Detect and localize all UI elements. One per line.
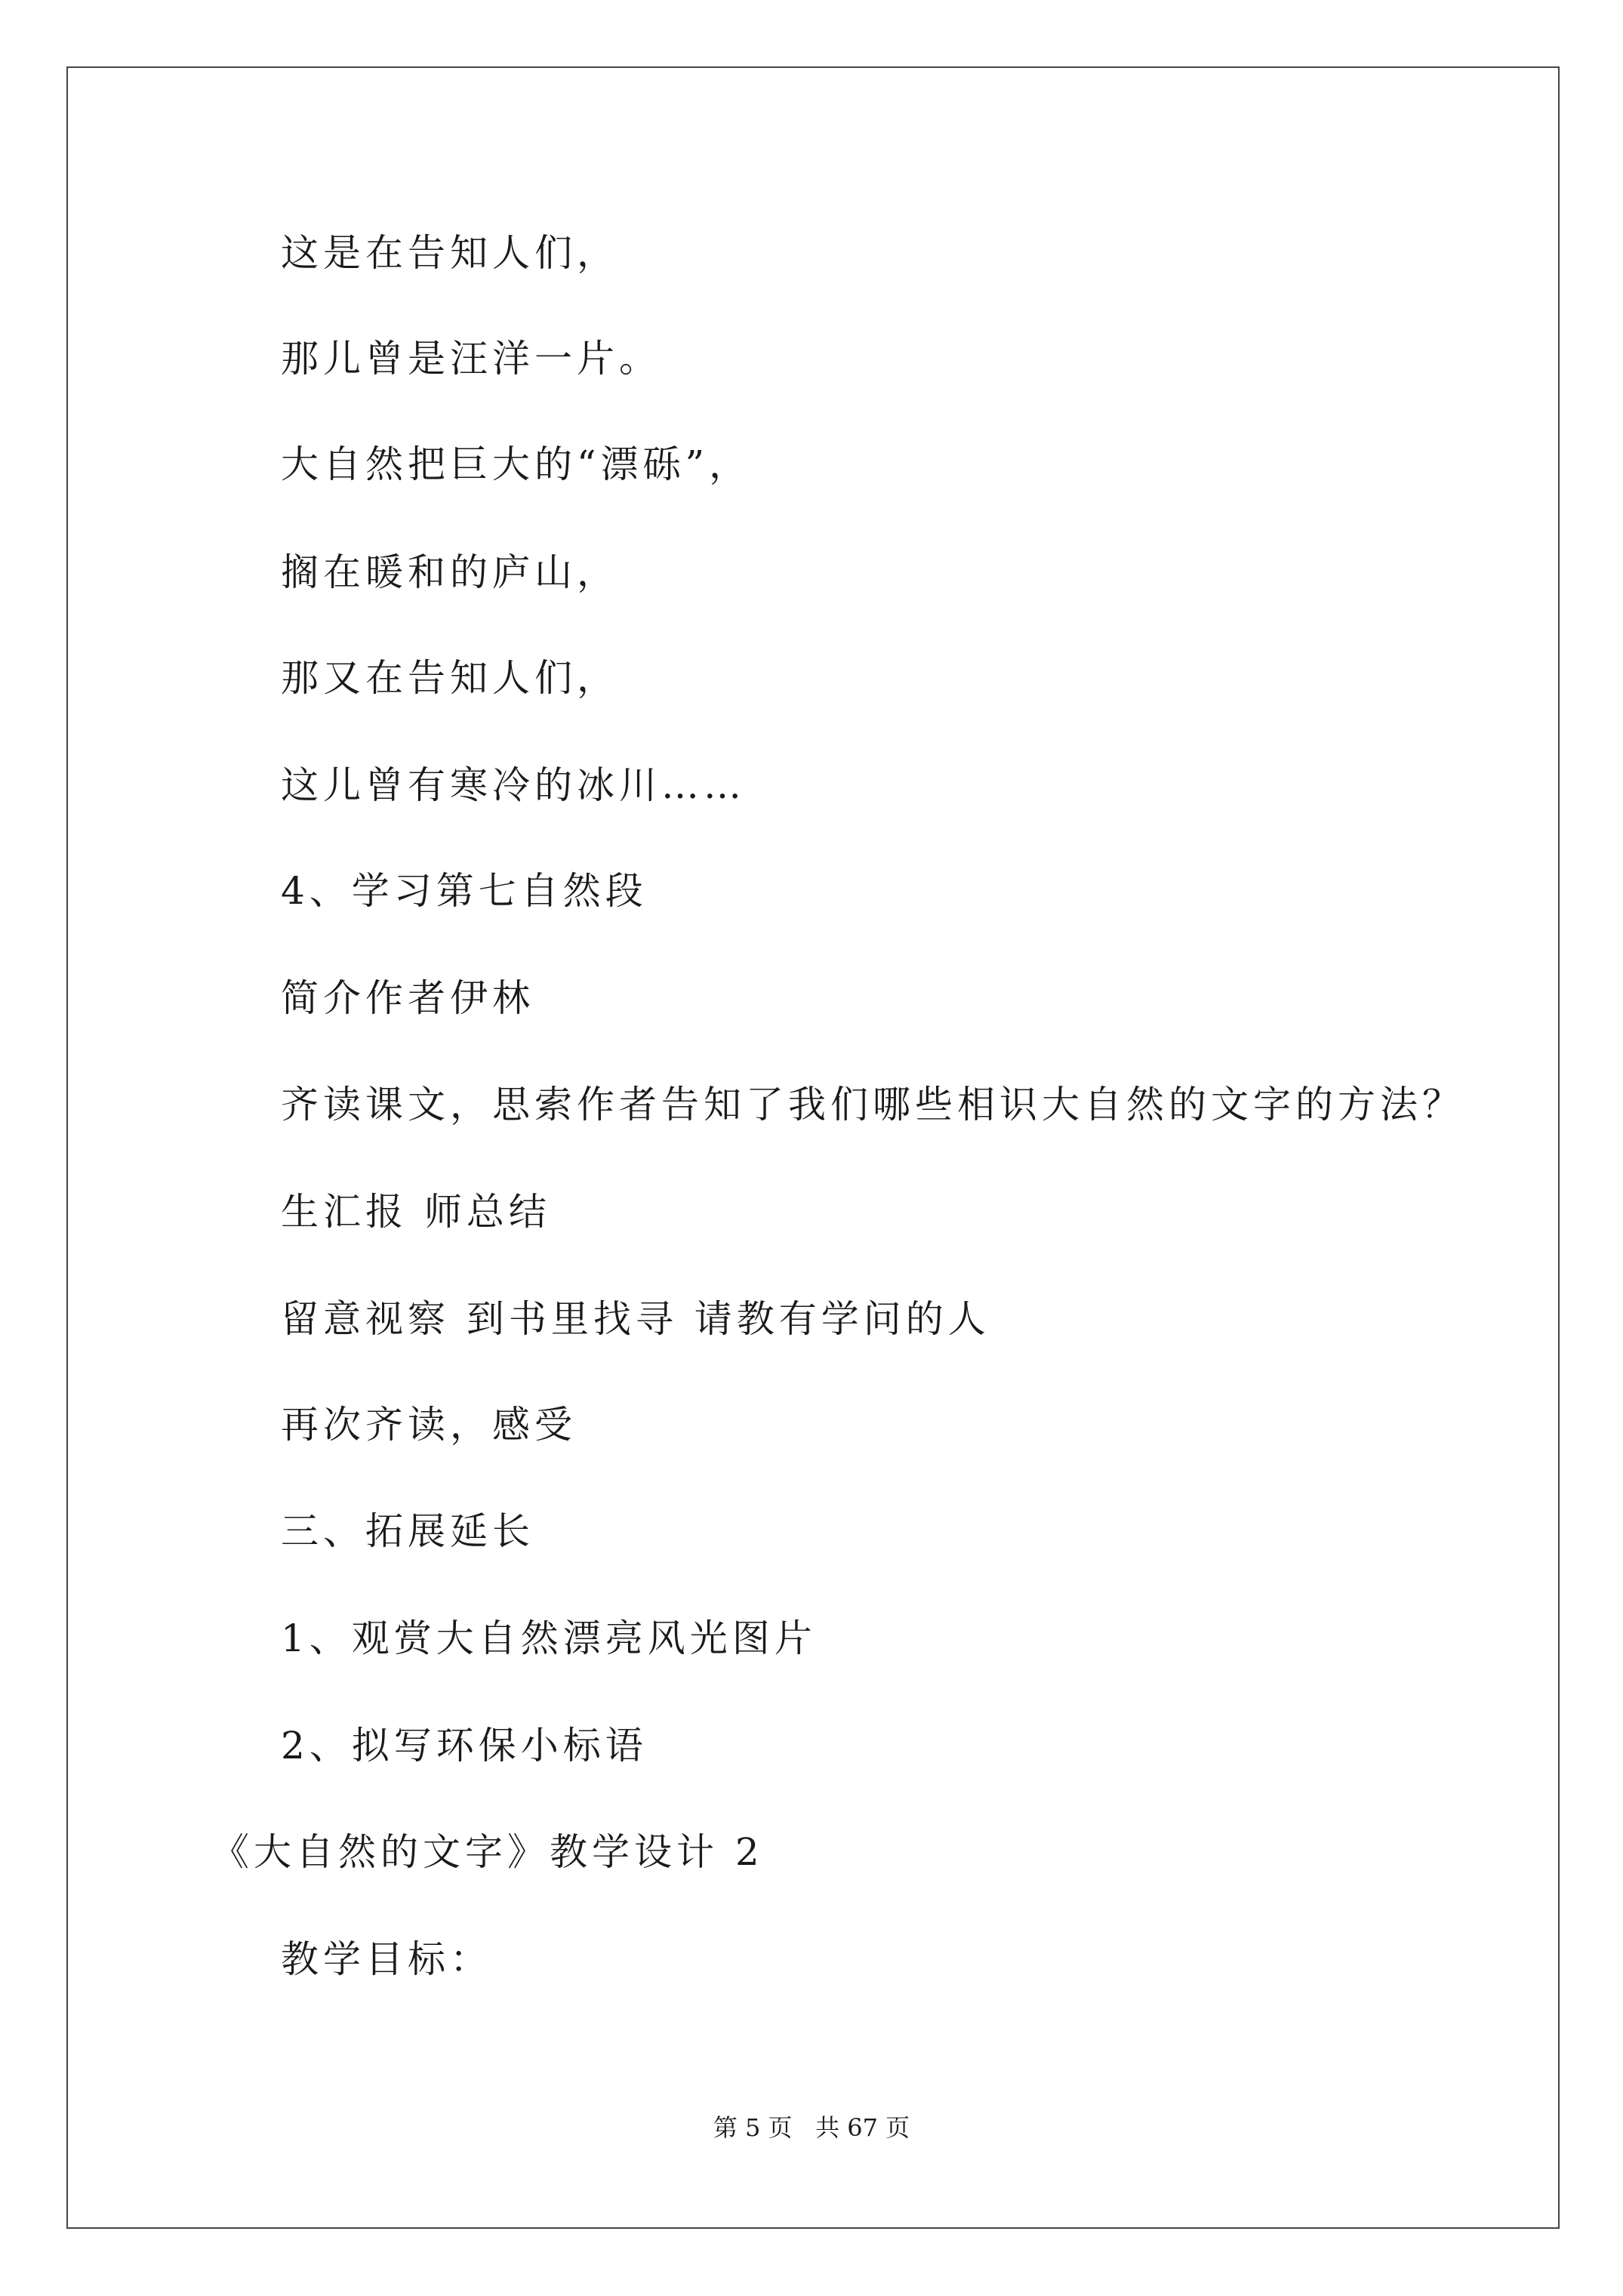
body-line: 那又在告知人们，: [281, 656, 619, 700]
body-line: 生汇报 师总结: [281, 1190, 551, 1234]
body-line: 再次齐读，感受: [281, 1403, 577, 1447]
body-line: 这是在告知人们，: [281, 231, 619, 275]
body-line: 4、学习第七自然段: [281, 869, 648, 913]
body-line: 这儿曾有寒冷的冰川……: [281, 763, 746, 807]
body-line: 齐读课文，思索作者告知了我们哪些相识大自然的文字的方法？: [281, 1083, 1464, 1126]
document-title: 《大自然的文字》教学设计 2: [211, 1830, 764, 1874]
body-line: 1、观赏大自然漂亮风光图片: [281, 1616, 817, 1660]
body-line: 简介作者伊林: [281, 976, 534, 1020]
body-line: 教学目标：: [281, 1937, 492, 1981]
section-heading: 三、拓展延长: [281, 1509, 534, 1553]
body-line: 大自然把巨大的“漂砾”，: [281, 442, 752, 486]
body-line: 留意视察 到书里找寻 请教有学问的人: [281, 1297, 990, 1341]
body-line: 2、拟写环保小标语: [281, 1724, 648, 1767]
body-line: 搁在暖和的庐山，: [281, 550, 619, 594]
page-border: [66, 66, 1560, 2229]
page-number-footer: 第 5 页 共 67 页: [713, 2113, 910, 2142]
body-line: 那儿曾是汪洋一片。: [281, 337, 661, 381]
